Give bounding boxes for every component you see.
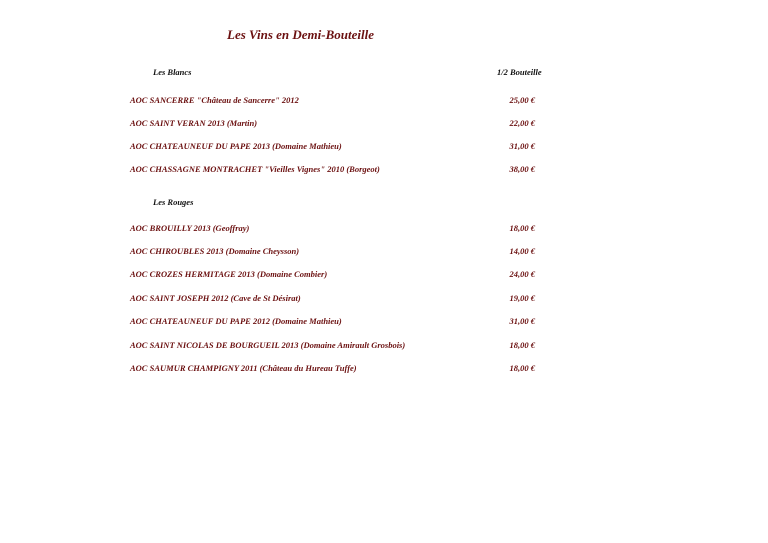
wine-row [130, 164, 540, 176]
wine-price: 19,00 € [509, 293, 535, 303]
column-header-half-bottle: 1/2 Bouteille [497, 67, 542, 77]
wine-row [130, 246, 540, 258]
section-label-rouges: Les Rouges [153, 197, 194, 207]
wine-price: 38,00 € [509, 164, 535, 174]
wine-price: 18,00 € [509, 363, 535, 373]
wine-price: 18,00 € [509, 340, 535, 350]
wine-row [130, 316, 540, 328]
wine-name: AOC BROUILLY 2013 (Geoffray) [130, 223, 250, 233]
wine-name: AOC SAUMUR CHAMPIGNY 2011 (Château du Hureau Tuffe) [130, 363, 357, 373]
wine-row [130, 363, 540, 375]
wine-price: 25,00 € [509, 95, 535, 105]
wine-row [130, 293, 540, 305]
wine-name: AOC SAINT NICOLAS DE BOURGUEIL 2013 (Domaine Amirault Grosbois) [130, 340, 406, 350]
wine-price: 31,00 € [509, 316, 535, 326]
wine-price: 24,00 € [509, 269, 535, 279]
wine-name: AOC CHATEAUNEUF DU PAPE 2012 (Domaine Mathieu) [130, 316, 342, 326]
wine-row [130, 95, 540, 107]
wine-price: 18,00 € [509, 223, 535, 233]
wine-name: AOC CHASSAGNE MONTRACHET "Vieilles Vignes" 2010 (Borgeot) [130, 164, 380, 174]
page-title: Les Vins en Demi-Bouteille [227, 27, 374, 42]
wine-price: 22,00 € [509, 118, 535, 128]
wine-name: AOC CHATEAUNEUF DU PAPE 2013 (Domaine Mathieu) [130, 141, 342, 151]
wine-row [130, 269, 540, 281]
wine-row [130, 223, 540, 235]
wine-row [130, 118, 540, 130]
wine-price: 31,00 € [509, 141, 535, 151]
wine-name: AOC SAINT JOSEPH 2012 (Cave de St Désirat) [130, 293, 301, 303]
wine-name: AOC CROZES HERMITAGE 2013 (Domaine Combier) [130, 269, 328, 279]
wine-row [130, 141, 540, 153]
wine-name: AOC SAINT VERAN 2013 (Martin) [130, 118, 258, 128]
wine-name: AOC CHIROUBLES 2013 (Domaine Cheysson) [130, 246, 300, 256]
wine-price: 14,00 € [509, 246, 535, 256]
wine-row [130, 340, 540, 352]
wine-name: AOC SANCERRE "Château de Sancerre" 2012 [130, 95, 299, 105]
section-label-blancs: Les Blancs [153, 67, 192, 77]
